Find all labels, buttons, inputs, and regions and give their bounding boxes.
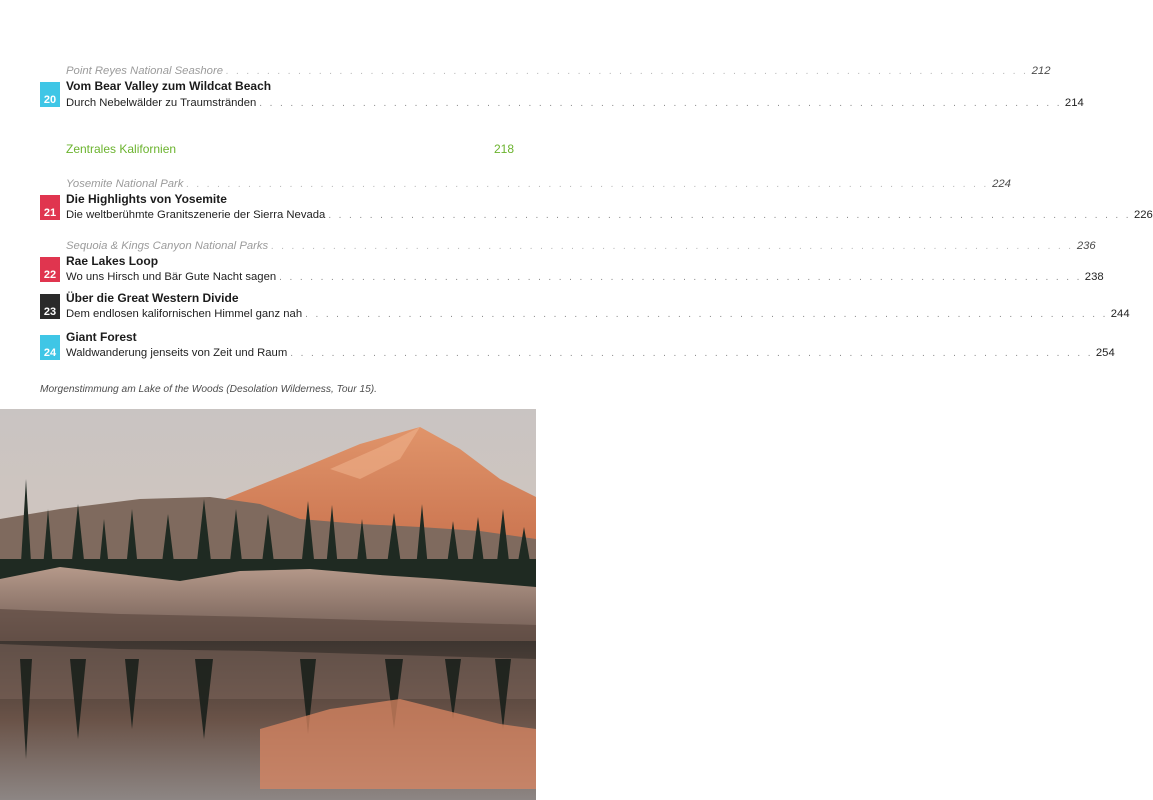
tour-page: 244 — [1110, 308, 1130, 320]
leader-dots: . . . . . . . . . . . . . . . . . . . . . . . . . . . . . . . . . . . . . . . . . . . . . . . . . . . . . . . . . . . . . . . . . . . . . . . . . . . . . . — [226, 66, 1029, 77]
leader-dots: . . . . . . . . . . . . . . . . . . . . . . . . . . . . . . . . . . . . . . . . . . . . . . . . . . . . . . . . . . . . . . . . . . . . . . . . . . . . . . — [259, 98, 1062, 109]
leader-dots: . . . . . . . . . . . . . . . . . . . . . . . . . . . . . . . . . . . . . . . . . . . . . . . . . . . . . . . . . . . . . . . . . . . . . . . . . . . . . . — [305, 309, 1108, 320]
section-label: Zentrales Kalifornien — [66, 142, 177, 156]
tour-page: 254 — [1095, 347, 1115, 359]
tour-subtitle: Wo uns Hirsch und Bär Gute Nacht sagen — [66, 271, 277, 283]
tour-entry-22[interactable] — [66, 269, 1104, 285]
tour-entry-20[interactable] — [66, 95, 1084, 111]
leader-dots: . . . . . . . . . . . . . . . . . . . . . . . . . . . . . . . . . . . . . . . . . . . . . . . . . . . . . . . . . . . . . . . . . . . . . . . . . . . . . . — [290, 348, 1093, 359]
tour-number-badge: 24 — [40, 335, 60, 360]
section-page: 218 — [493, 142, 514, 156]
tour-title[interactable]: Vom Bear Valley zum Wildcat Beach — [66, 79, 272, 93]
tour-page: 226 — [1133, 209, 1153, 221]
region-label: Yosemite National Park — [66, 178, 184, 190]
region-page: 224 — [992, 178, 1011, 190]
leader-dots: . . . . . . . . . . . . . . . . . . . . . . . . . . . . . . . . . . . . . . . . . . . . . . . . . . . . . . . . . . . . . . . . . . . . . . . . . . . . . . — [279, 272, 1082, 283]
leader-dots: . . . . . . . . . . . . . . . . . . . . . . . . . . . . . . . . . . . . . . . . . . . . . . . . . . . . . . . . . . . . . . . . . . . . . . . . . . . . . . — [328, 210, 1131, 221]
tour-title[interactable]: Rae Lakes Loop — [66, 254, 159, 268]
region-sequoia-kings-canyon[interactable] — [66, 238, 1096, 254]
region-point-reyes[interactable] — [66, 63, 1051, 79]
region-label: Sequoia & Kings Canyon National Parks — [66, 240, 269, 252]
tour-number-badge: 23 — [40, 294, 60, 319]
tour-title[interactable]: Über die Great Western Divide — [66, 291, 239, 305]
tour-page: 238 — [1084, 271, 1104, 283]
photo-caption: Morgenstimmung am Lake of the Woods (Desolation Wilderness, Tour 15). — [40, 384, 378, 395]
tour-subtitle: Dem endlosen kalifornischen Himmel ganz nah — [66, 308, 303, 320]
landscape-photo — [0, 409, 536, 800]
region-label: Point Reyes National Seashore — [66, 65, 223, 77]
tour-subtitle: Durch Nebelwälder zu Traumstränden — [66, 97, 257, 109]
tour-number-badge: 22 — [40, 257, 60, 282]
tour-title[interactable]: Giant Forest — [66, 330, 137, 344]
tour-number-badge: 21 — [40, 195, 60, 220]
tour-number-badge: 20 — [40, 82, 60, 107]
tour-subtitle: Waldwanderung jenseits von Zeit und Raum — [66, 347, 288, 359]
leader-dots: . . . . . . . . . . . . . . . . . . . . . . . . . . . . . . . . . . . . . . . . . . . . . . . . . . . . . . . . . . . . . . . . . . . . . . . . . . . . . . — [271, 241, 1074, 252]
tour-entry-24[interactable] — [66, 345, 1115, 361]
tour-entry-23[interactable] — [66, 306, 1130, 322]
region-yosemite[interactable] — [66, 176, 1011, 192]
tour-subtitle: Die weltberühmte Granitszenerie der Sierra Nevada — [66, 209, 326, 221]
tour-page: 214 — [1064, 97, 1084, 109]
section-heading[interactable] — [66, 141, 514, 157]
leader-dots: . . . . . . . . . . . . . . . . . . . . . . . . . . . . . . . . . . . . . . . . . . . . . . . . . . . . . . . . . . . . . . . . . . . . . . . . . . . . . . — [186, 179, 990, 190]
region-page: 212 — [1031, 65, 1051, 77]
tour-title[interactable]: Die Highlights von Yosemite — [66, 192, 227, 206]
tour-entry-21[interactable] — [66, 207, 1153, 223]
region-page: 236 — [1076, 240, 1096, 252]
